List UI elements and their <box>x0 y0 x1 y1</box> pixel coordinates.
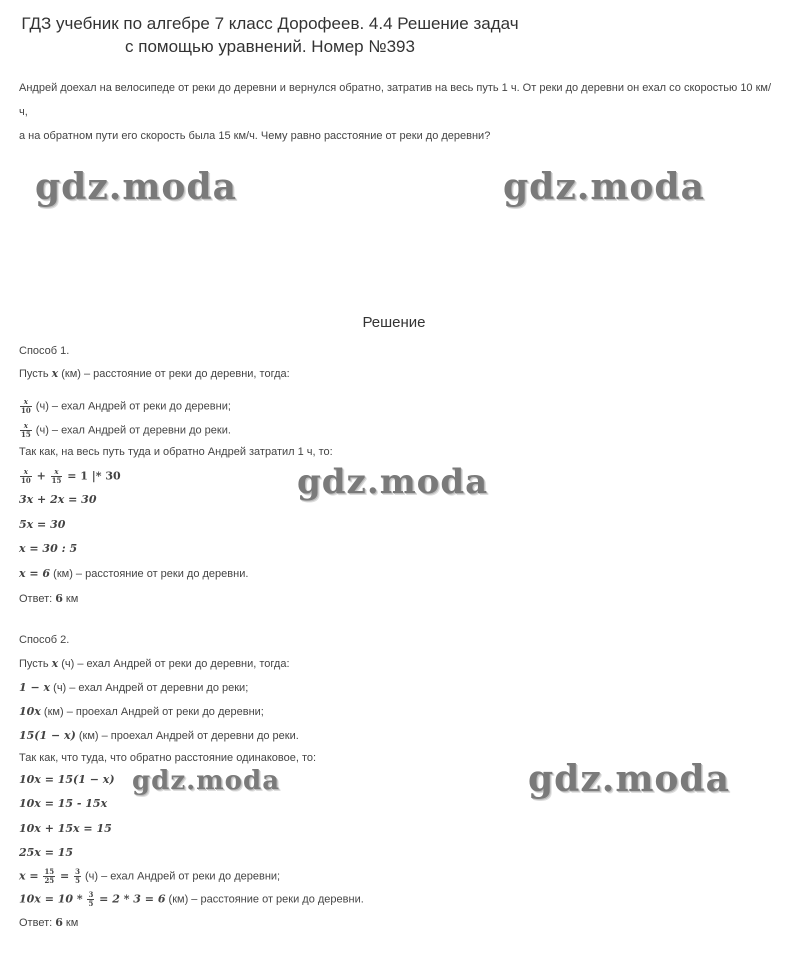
method2-equation-6: 10x = 10 * $\frac{3}{5}$ = 2 * 3 = 6 (км) – расстояние от реки до деревни. <box>19 890 364 908</box>
method2-equation-2: 10x = 15 - 15x <box>19 797 108 810</box>
method1-answer: Ответ: 6 км <box>19 592 79 605</box>
method1-equation-1: $\frac{x}{10}$ + $\frac{x}{15}$ = 1 |* 30 <box>21 467 121 485</box>
method1-equation-4: x = 30 : 5 <box>19 542 78 555</box>
title-line-2: с помощью уравнений. Номер №393 <box>125 37 415 56</box>
method1-fraction-line-1: $\frac{x}{10}$ (ч) – ехал Андрей от реки до деревни; <box>21 397 231 415</box>
fraction: $\frac{3}{5}$ <box>88 890 94 908</box>
method2-since: Так как, что туда, что обратно расстояние одинаковое, то: <box>19 752 317 764</box>
method1-equation-5: x = 6 (км) – расстояние от реки до деревни. <box>19 567 249 580</box>
task-statement <box>19 76 779 148</box>
watermark-logo: gdz.moda <box>503 166 705 208</box>
method2-answer: Ответ: 6 км <box>19 916 79 929</box>
method1-fraction-line-2: $\frac{x}{15}$ (ч) – ехал Андрей от деревни до реки. <box>21 421 231 439</box>
page-title <box>20 12 520 58</box>
method2-equation-5: x = $\frac{15}{25}$ = $\frac{3}{5}$ (ч) – ехал Андрей от реки до деревни; <box>19 867 281 885</box>
watermark-logo: gdz.moda <box>297 462 489 502</box>
method2-equation-4: 25x = 15 <box>19 846 74 859</box>
method1-intro: Пусть x (км) – расстояние от реки до деревни, тогда: <box>19 367 290 380</box>
method2-intro: Пусть x (ч) – ехал Андрей от реки до деревни, тогда: <box>19 657 290 670</box>
method2-line-2: 10x (км) – проехал Андрей от реки до деревни; <box>19 705 264 718</box>
method1-label: Способ 1. <box>19 345 70 357</box>
task-line-1: Андрей доехал на велосипеде от реки до деревни и вернулся обратно, затратив на весь путь 1 ч. От реки до деревни он ехал со скоростью 10 км/ч, <box>19 82 772 118</box>
method2-equation-1: 10x = 15(1 − x) <box>19 773 115 786</box>
task-line-2: а на обратном пути его скорость была 15 км/ч. Чему равно расстояние от реки до деревни? <box>19 130 491 142</box>
title-line-1: ГДЗ учебник по алгебре 7 класс Дорофеев. 4.4 Решение задач <box>21 14 519 33</box>
method2-label: Способ 2. <box>19 634 70 646</box>
fraction: $\frac{x}{10}$ <box>21 467 31 485</box>
method1-equation-3: 5x = 30 <box>19 518 66 531</box>
watermark-logo: gdz.moda <box>132 766 281 796</box>
fraction: $\frac{x}{15}$ <box>21 421 31 439</box>
watermark-logo: gdz.moda <box>528 758 730 800</box>
fraction: $\frac{x}{10}$ <box>21 397 31 415</box>
fraction: $\frac{x}{15}$ <box>51 467 62 485</box>
fraction: $\frac{15}{25}$ <box>44 867 55 885</box>
method1-equation-2: 3x + 2x = 30 <box>19 493 97 506</box>
method2-line-1: 1 − x (ч) – ехал Андрей от деревни до реки; <box>19 681 249 694</box>
method2-line-3: 15(1 − x) (км) – проехал Андрей от деревни до реки. <box>19 729 299 742</box>
method2-equation-3: 10x + 15x = 15 <box>19 822 112 835</box>
solution-heading: Решение <box>362 314 426 331</box>
watermark-logo: gdz.moda <box>35 166 237 208</box>
method1-since: Так как, на весь путь туда и обратно Андрей затратил 1 ч, то: <box>19 446 333 458</box>
fraction: $\frac{3}{5}$ <box>75 867 80 885</box>
